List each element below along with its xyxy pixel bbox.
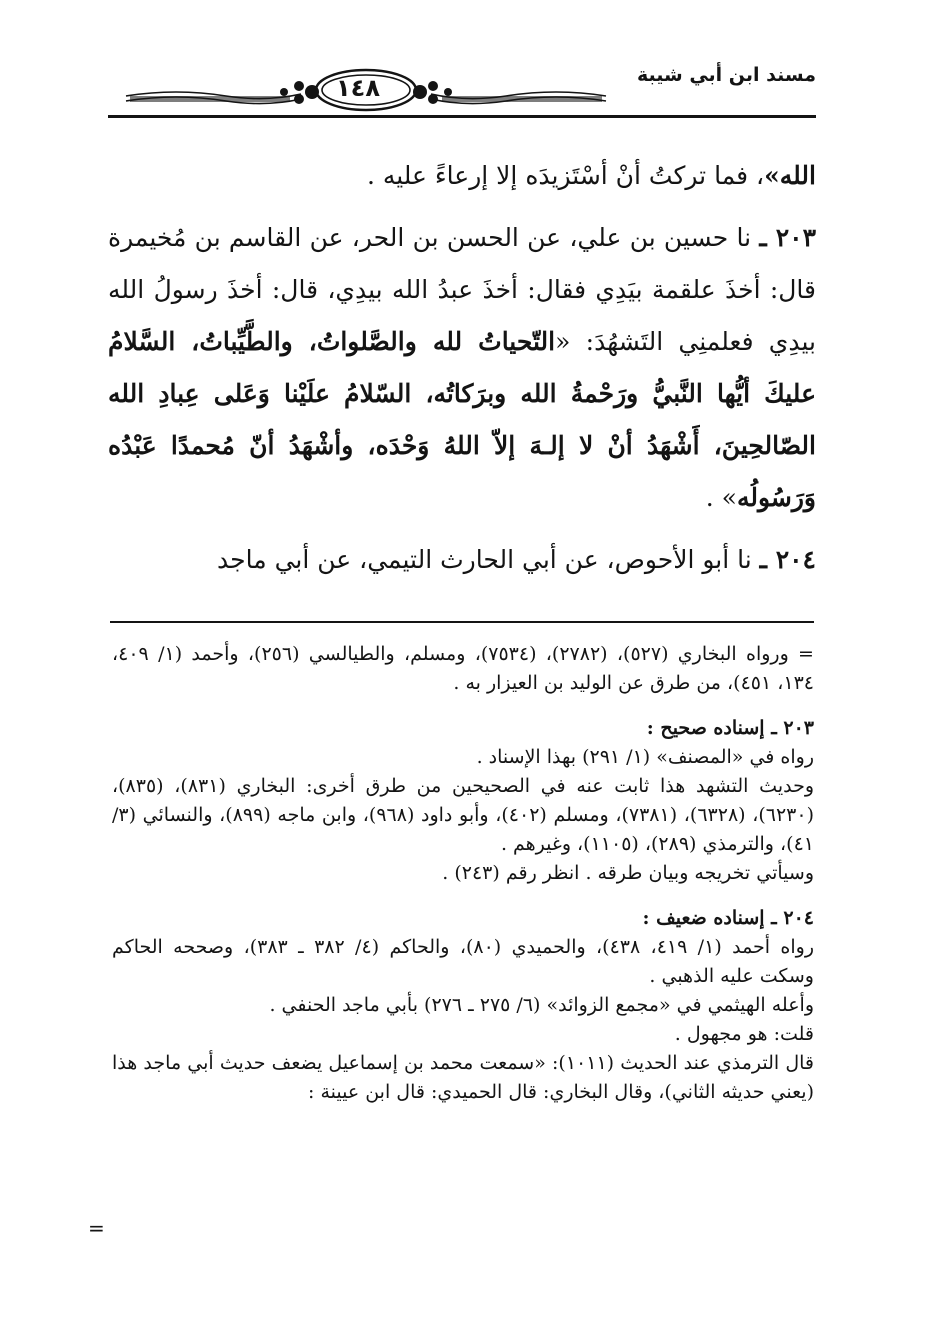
hadith-close: » . — [705, 483, 737, 512]
paragraph-continuation — [108, 150, 816, 202]
page-number: ١٤٨ — [336, 74, 380, 102]
note-204-line: وأعله الهيثمي في «مجمع الزوائد» (٦/ ٢٧٥ ـ ٢٧٦) بأبي ماجد الحنفي . — [269, 994, 814, 1016]
main-text — [108, 150, 816, 596]
hadith-number: ٢٠٣ ـ — [759, 223, 817, 252]
hadith-number: ٢٠٤ ـ — [759, 545, 816, 574]
note-204-heading: ٢٠٤ ـ إسناده ضعيف : — [642, 907, 814, 929]
note-203-line: وسيأتي تخريجه وبيان طرقه . انظر رقم (٢٤٣) . — [442, 862, 814, 884]
note-204-line: قال الترمذي عند الحديث (١٠١١): «سمعت محمد بن إسماعيل يضعف حديث أبي ماجد هذا (يعني حديثه الثاني)، وقال البخاري: قال الحميدي: قال ابن عيينة : — [112, 1052, 814, 1103]
hadith-203 — [108, 212, 816, 524]
page-header — [108, 58, 816, 120]
hadith-isnad: نا أبو الأحوص، عن أبي الحارث التيمي، عن أبي ماجد — [217, 545, 752, 574]
footnote-separator — [110, 621, 814, 623]
quoted-text: الله» — [764, 161, 816, 190]
hadith-204 — [108, 534, 816, 586]
footnote-continuation: = ورواه البخاري (٥٢٧)، (٢٧٨٢)، (٧٥٣٤)، ومسلم، والطيالسي (٢٥٦)، وأحمد (١/ ٤٠٩، ١٣٤، ٤٥١)، من طرق عن الوليد بن العيزار به . — [112, 643, 814, 694]
note-203-line: رواه في «المصنف» (١/ ٢٩١) بهذا الإسناد . — [476, 746, 814, 768]
note-203-heading: ٢٠٣ ـ إسناده صحيح : — [646, 717, 814, 739]
note-203-line: وحديث التشهد هذا ثابت عنه في الصحيحين من طرق أخرى: البخاري (٨٣١)، (٨٣٥)، (٦٢٣٠)، (٦٣٢٨)، (٧٣٨١)، ومسلم (٤٠٢)، وأبو داود (٩٦٨)، وابن ماجه (٨٩٩)، والنسائي (٣/ ٤١)، والترمذي (٢٨٩)، (١١٠٥)، وغيرهم . — [112, 775, 815, 855]
hadith-isnad: نا حسين بن علي، عن الحسن بن الحر، عن القاسم بن مُخيمرة قال: أخذَ علقمة بيَدِي فقال: أخذَ عبدُ الله بيدِي، قال: أخذَ رسولُ الله بيدِي فعلمنِي التَشهُدَ: « — [108, 223, 816, 356]
book-title: مسند ابن أبي شيبة — [636, 64, 816, 86]
note-204-line: رواه أحمد (١/ ٤١٩، ٤٣٨)، والحميدي (٨٠)، والحاكم (٤/ ٣٨٢ ـ ٣٨٣)، وصححه الحاكم وسكت عليه الذهبي . — [112, 936, 815, 987]
paragraph-text: ، فما تركتُ أنْ أسْتَزيدَه إلا إرعاءً عليه . — [366, 161, 765, 190]
footnotes — [112, 640, 814, 1107]
continuation-mark: = — [88, 1216, 105, 1240]
note-204-line: قلت: هو مجهول . — [674, 1023, 814, 1045]
header-rule — [108, 115, 816, 118]
hadith-matn: التّحياتُ لله والصَّلواتُ، والطَّيِّباتُ، السَّلامُ عليكَ أيُّها النَّبيُّ ورَحْمةُ الله وبرَكاتُه، السّلامُ علَيْنا وَعَلى عِبادِ الله الصّالحِينَ، أَشْهَدُ أنْ لا إلـهَ إلاّ اللهُ وَحْدَه، وأشْهَدُ أنّ مُحمدًا عَبْدُه وَرَسُولُه — [108, 327, 816, 512]
